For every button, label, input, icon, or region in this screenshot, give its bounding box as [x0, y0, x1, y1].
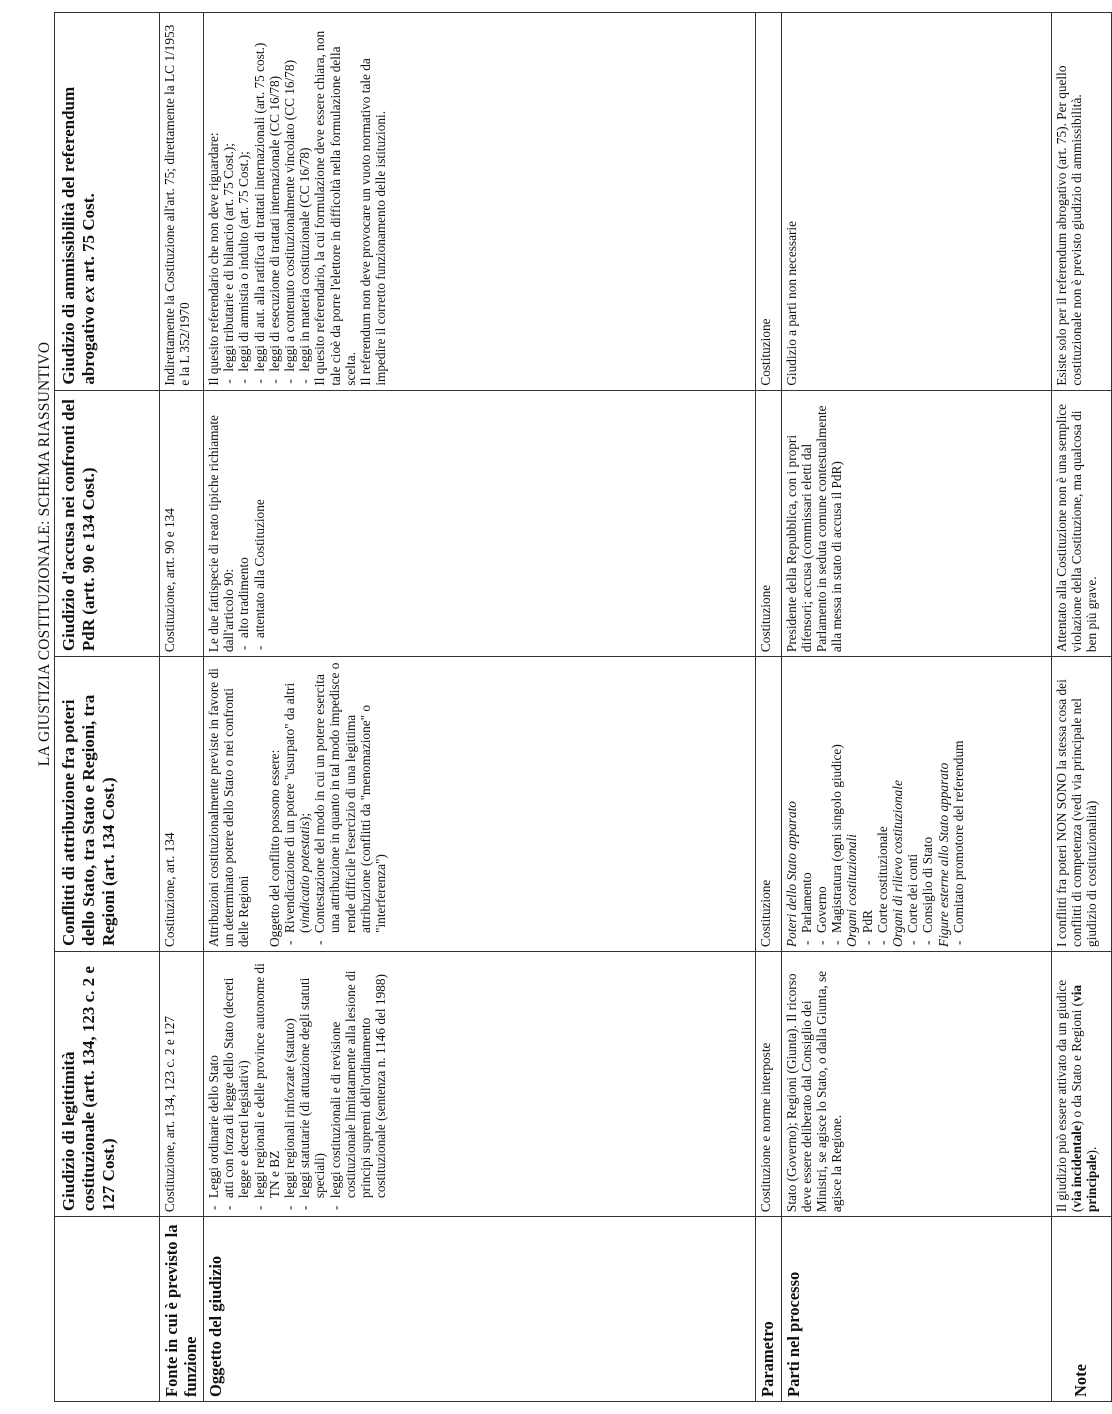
- list-item: - leggi tributarie e di bilancio (art. 75 Cost.);: [221, 17, 236, 386]
- list-item: - Parlamento: [799, 661, 814, 947]
- conflitti-intro: Attribuzioni costituzionalmente previste in favore di un determinato potere dello Stato o nei confronti delle Regioni: [206, 668, 252, 947]
- row-label-oggetto: Oggetto del giudizio: [204, 1217, 756, 1402]
- cell-fonte-legittimita: Costituzione, art. 134, 123 c. 2 e 127: [160, 951, 204, 1216]
- col-header-referendum: Giudizio di ammissibilità del referendum abrogativo ex art. 75 Cost.: [55, 13, 160, 391]
- col-header-conflitti: Conflitti di attribuzione fra poteri dello Stato, tra Stato e Regioni, tra Regioni (art. 134 Cost.): [55, 657, 160, 952]
- accusa-intro: Le due fattispecie di reato tipiche richiamate dall'articolo 90:: [206, 415, 237, 653]
- list-item: - PdR: [860, 661, 875, 947]
- cell-note-accusa: Attentato alla Costituzione non è una semplice violazione della Costituzione, ma qualcosa di ben più grave.: [1051, 390, 1111, 656]
- row-label-parti: Parti nel processo: [781, 1217, 1051, 1402]
- list-item: - Magistratura (ogni singolo giudice): [829, 661, 844, 947]
- list-item: - Comitato promotore del referendum: [951, 661, 966, 947]
- list-item: - leggi regionali rinforzate (statuto): [282, 956, 297, 1212]
- list-item: - atti con forza di legge dello Stato (decreti legge e decreti legislativi): [221, 956, 251, 1212]
- header-row: [55, 13, 160, 1402]
- row-parti: [781, 13, 1051, 1402]
- cell-oggetto-referendum: [204, 13, 756, 391]
- cell-oggetto-conflitti: [204, 657, 756, 952]
- list-item: - Corte costituzionale: [875, 661, 890, 947]
- list-item: - Leggi ordinarie dello Stato: [206, 956, 221, 1212]
- cell-note-conflitti: I conflitti fra poteri NON SONO la stessa cosa dei conflitti di competenza (vedi via principale nel giudizio di costituzionalità): [1051, 657, 1111, 952]
- conflitti-oggetto-label: Oggetto del conflitto possono essere:: [266, 749, 282, 947]
- parti-heading: Organi costituzionali: [844, 834, 860, 947]
- row-label-note: Note: [1051, 1217, 1111, 1402]
- list-item: - Rivendicazione di un potere "usurpato" da altri (vindicatio potestatis);: [282, 661, 312, 947]
- parti-heading: Organi di rilievo costituzionale: [889, 780, 905, 947]
- cell-fonte-accusa: Costituzione, artt. 90 e 134: [160, 390, 204, 656]
- referendum-paragraph: Il quesito referendario, la cui formulazione deve essere chiara, non tale cioè da porre l'elettore in difficoltà nella formulazione della scelta.: [312, 30, 358, 386]
- list-item: - leggi di aut. alla ratifica di trattati internazionali (art. 75 cost.): [252, 17, 267, 386]
- parti-heading: Figure esterne allo Stato apparato: [935, 762, 951, 947]
- row-label-parametro: Parametro: [756, 1217, 782, 1402]
- document-title: LA GIUSTIZIA COSTITUZIONALE: SCHEMA RIASSUNTIVO: [36, 341, 53, 767]
- list-item: - leggi statutarie (di attuazione degli statuti speciali): [297, 956, 327, 1212]
- row-parametro: [756, 13, 782, 1402]
- col-header-accusa: Giudizio d'accusa nei confronti del PdR (artt. 90 e 134 Cost.): [55, 390, 160, 656]
- cell-parti-conflitti: [781, 657, 1051, 952]
- list-item: - leggi a contenuto costituzionalmente vincolato (CC 16/78): [282, 17, 297, 386]
- cell-fonte-conflitti: Costituzione, art. 134: [160, 657, 204, 952]
- list-item: - Corte dei conti: [905, 661, 920, 947]
- cell-parti-accusa: Presidente della Repubblica, con i propri difensori; accusa (commissari eletti dal Parlamento in seduta comune contestualmente alla messa in stato di accusa il PdR): [781, 390, 1051, 656]
- cell-oggetto-legittimita: [204, 951, 756, 1216]
- conflitti-list: [282, 661, 388, 947]
- list-item: - Consiglio di Stato: [920, 661, 935, 947]
- row-label-fonte: Fonte in cui è previsto la funzione: [160, 1217, 204, 1402]
- list-item: - leggi regionali e delle province autonome di TN e BZ: [252, 956, 282, 1212]
- accusa-list: [236, 395, 266, 652]
- cell-oggetto-accusa: [204, 390, 756, 656]
- list-item: - attentato alla Costituzione: [252, 395, 267, 652]
- parti-list: [860, 661, 890, 947]
- referendum-paragraph: Il referendum non deve provocare un vuoto normativo tale da impedire il corretto funzionamento delle istituzioni.: [358, 58, 389, 386]
- list-item: - leggi di amnistia o indulto (art. 75 Cost.);: [236, 17, 251, 386]
- cell-parametro-legittimita: Costituzione e norme interposte: [756, 951, 782, 1216]
- referendum-intro: Il quesito referendario che non deve riguardare:: [206, 132, 221, 386]
- list-item: - leggi costituzionali e di revisione costituzionale limitatamente alla lesione di principi supremi dell'ordinamento costituzionale (sentenza n. 1146 del 1988): [328, 956, 389, 1212]
- cell-fonte-referendum: Indirettamente la Costituzione all'art. 75; direttamente la LC 1/1953 e la L 352/1970: [160, 13, 204, 391]
- oggetto-legittimita-list: [206, 956, 388, 1212]
- row-note: [1051, 13, 1111, 1402]
- list-item: - Governo: [814, 661, 829, 947]
- referendum-list: [221, 17, 312, 386]
- list-item: - alto tradimento: [236, 395, 251, 652]
- list-item: - leggi di esecuzione di trattati internazionale (CC 16/78): [267, 17, 282, 386]
- corner-cell: [55, 1217, 160, 1402]
- cell-note-legittimita: Il giudizio può essere attivato da un giudice (via incidentale) o da Stato e Regioni (via principale).: [1051, 951, 1111, 1216]
- col-header-legittimita: Giudizio di legittimità costituzionale (artt. 134, 123 c. 2 e 127 Cost.): [55, 951, 160, 1216]
- cell-parti-referendum: Giudizio a parti non necessarie: [781, 13, 1051, 391]
- parti-list: [905, 661, 935, 947]
- parti-list: [951, 661, 966, 947]
- parti-heading: Poteri dello Stato apparato: [783, 801, 799, 947]
- cell-parametro-accusa: Costituzione: [756, 390, 782, 656]
- row-fonte: [160, 13, 204, 1402]
- parti-list: [799, 661, 845, 947]
- cell-note-referendum: Esiste solo per il referendum abrogativo (art. 75). Per quello costituzionale non è previsto giudizio di ammissibilità.: [1051, 13, 1111, 391]
- row-oggetto: [204, 13, 756, 1402]
- cell-parti-legittimita: Stato (Governo); Regioni (Giunta). Il ricorso deve essere deliberato dal Consiglio dei Ministri, se agisce lo Stato, o dalla Giunta, se agisce la Regione.: [781, 951, 1051, 1216]
- cell-parametro-referendum: Costituzione: [756, 13, 782, 391]
- cell-parametro-conflitti: Costituzione: [756, 657, 782, 952]
- list-item: - leggi in materia costituzionale (CC 16/78): [297, 17, 312, 386]
- summary-table: [54, 12, 1112, 1402]
- list-item: - Contestazione del modo in cui un potere esercita una attribuzione in quanto in tal modo impedisce o rende difficile l'esercizio di una legittima attribuzione (conflitti da "menomazione" o "interferenza"): [312, 661, 388, 947]
